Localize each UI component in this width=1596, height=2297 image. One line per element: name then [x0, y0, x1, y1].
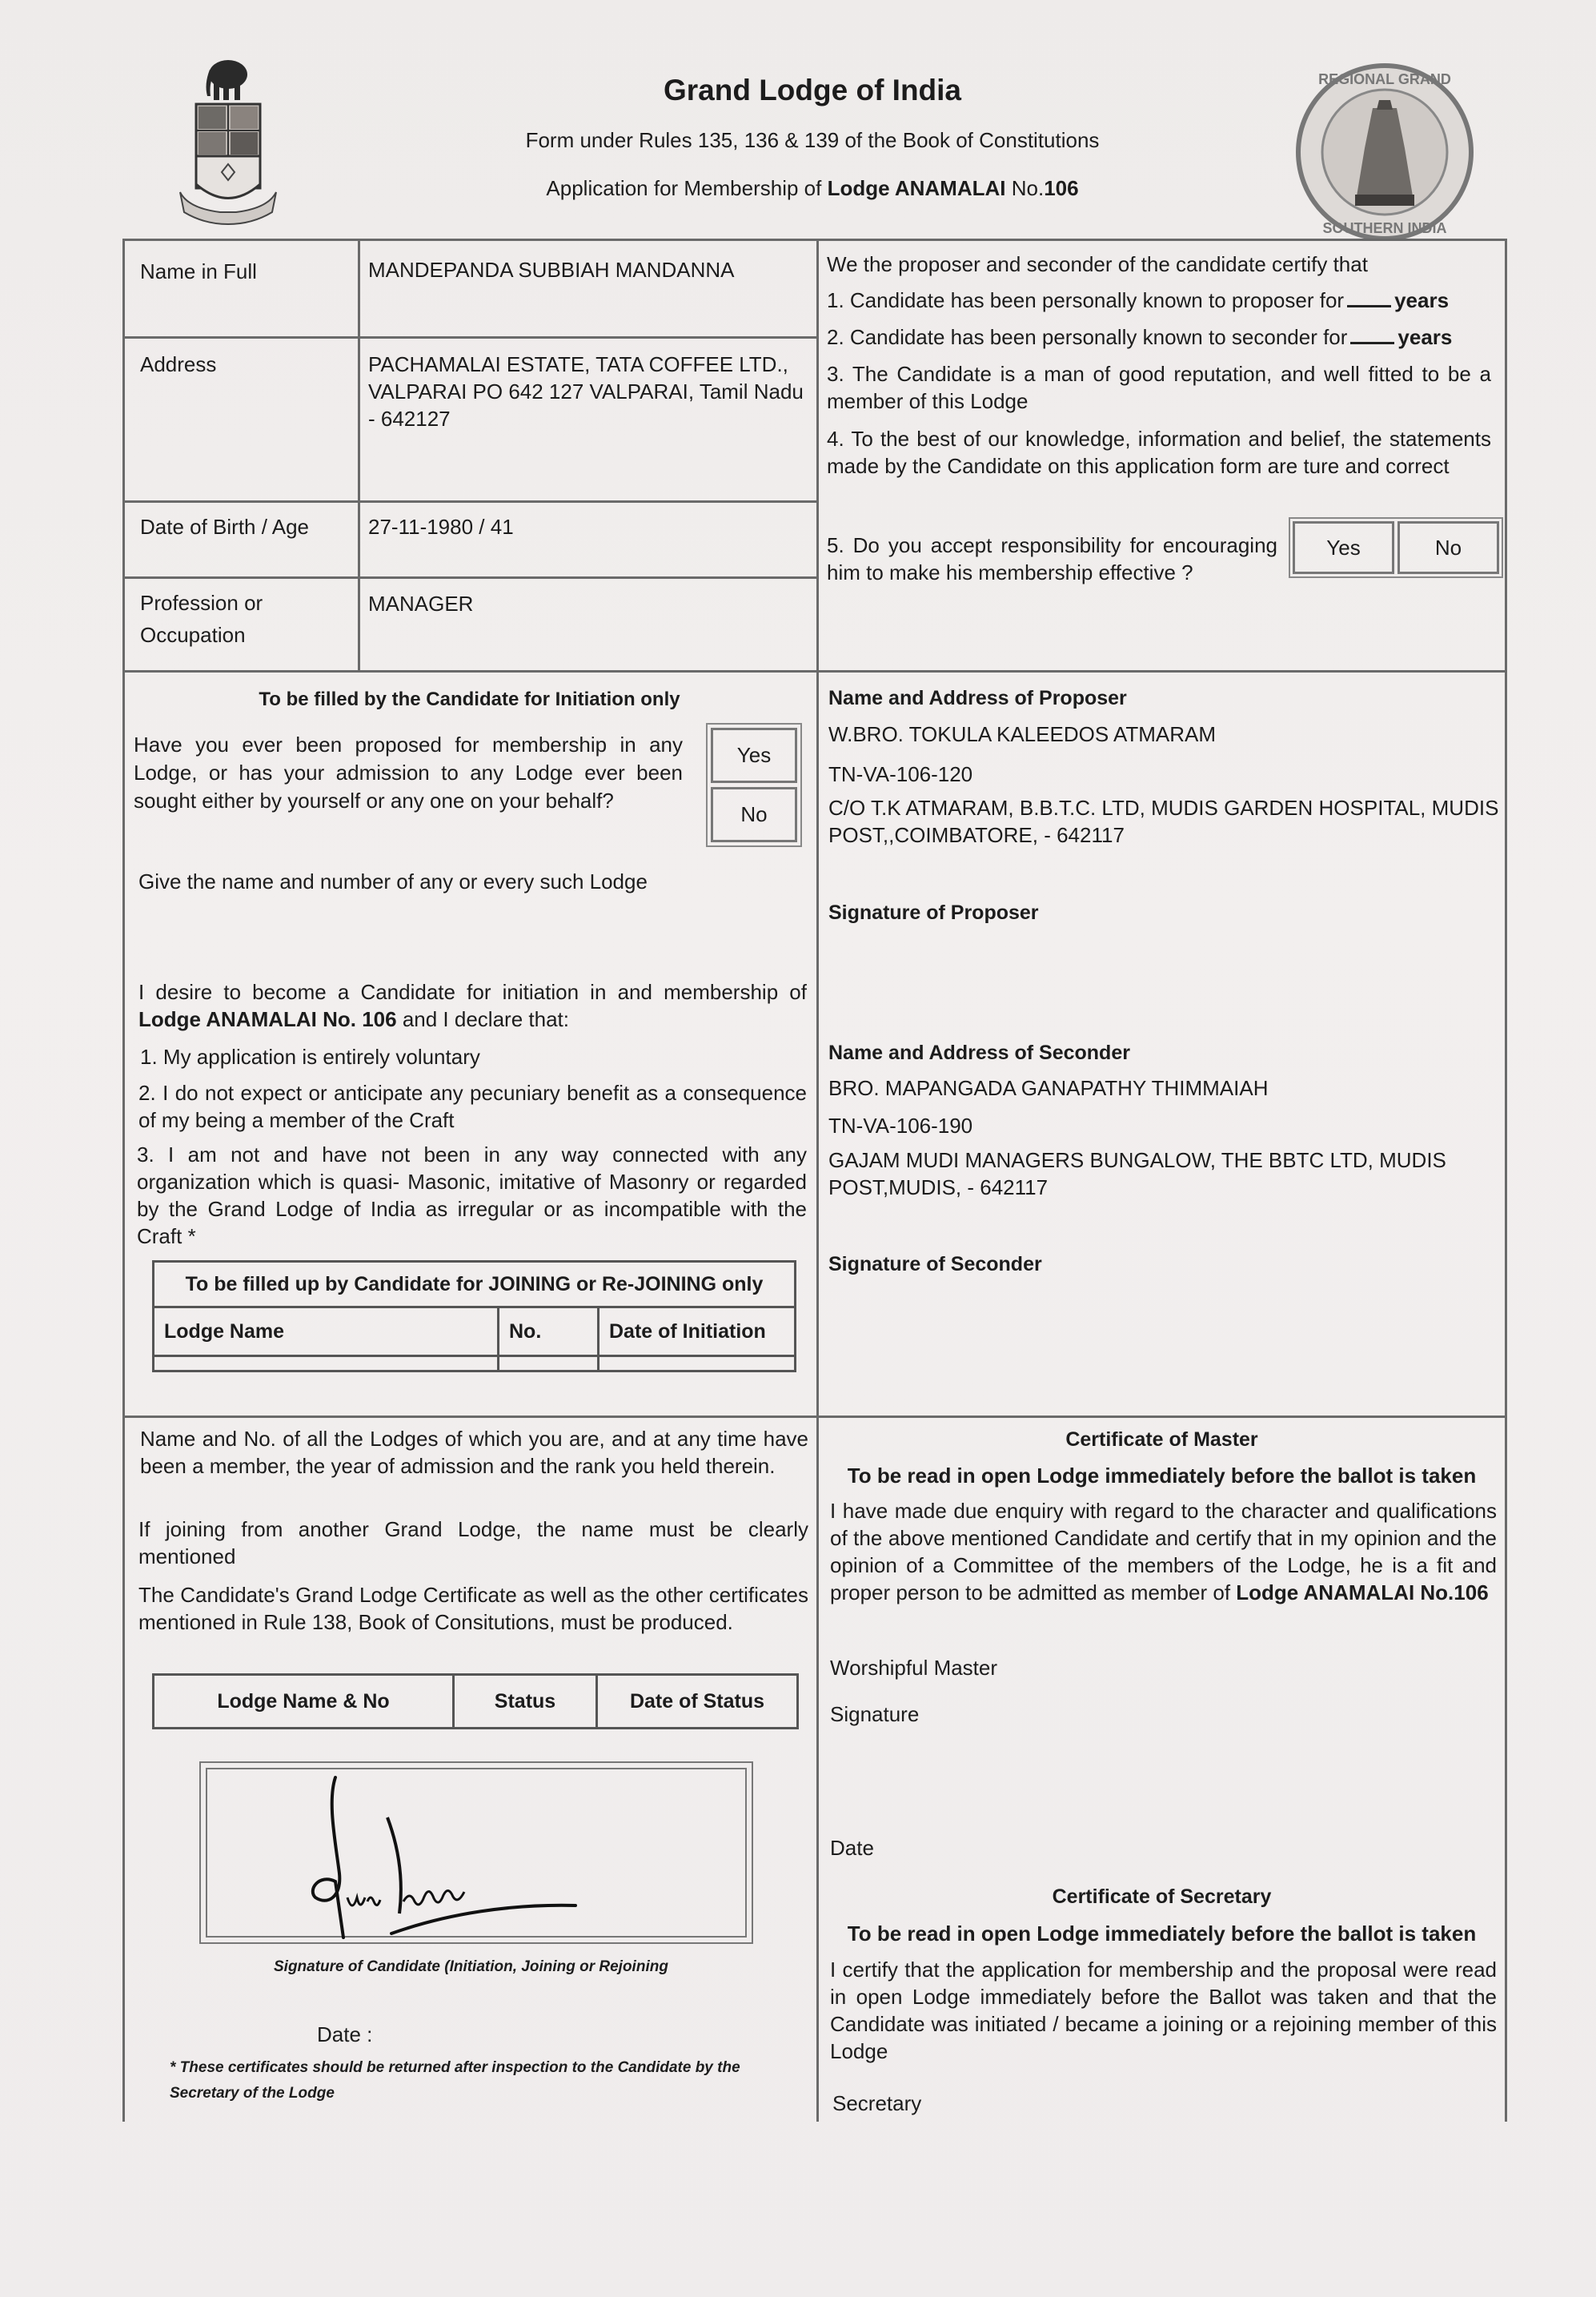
address-label: Address	[140, 352, 217, 376]
seconder-address: GAJAM MUDI MANAGERS BUNGALOW, THE BBTC LTD, MUDIS POST,MUDIS, - 642117	[828, 1148, 1446, 1199]
name-value: MANDEPANDA SUBBIAH MANDANNA	[368, 258, 735, 282]
master-certificate-heading: Certificate of Master	[1065, 1428, 1258, 1451]
joining-table-header-row	[154, 1308, 794, 1357]
cell	[154, 1357, 499, 1370]
left-frame-lower	[122, 1417, 125, 2122]
candidate-signature-caption: Signature of Candidate (Initiation, Joining or Rejoining	[274, 1958, 668, 1975]
declaration-3: 3. I am not and have not been in any way connected with any organization which is quasi- Masonic, imitative of Masonry or regarded by the Grand Lodge of India as irregular or as incompatible with the Craft *	[137, 1142, 807, 1248]
accept-no-box[interactable]: No	[1398, 521, 1499, 574]
col-lodge-name-no: Lodge Name & No	[154, 1676, 455, 1727]
initiation-question: Have you ever been proposed for membership in any Lodge, or has your admission to any Lodge ever been sought either by yourself or any one on your behalf?	[134, 733, 683, 813]
certify-item-4: 4. To the best of our knowledge, information and belief, the statements made by the Candidate on this application form are ture and correct	[827, 427, 1491, 478]
give-lodge-name-prompt: Give the name and number of any or every such Lodge	[138, 869, 648, 894]
candidate-signature-mark-icon	[207, 1769, 752, 1942]
other-grand-lodge-note: If joining from another Grand Lodge, the name must be clearly mentioned	[138, 1517, 808, 1568]
secretary-read-instruction: To be read in open Lodge immediately before the ballot is taken	[847, 1922, 1477, 1946]
secretary-label: Secretary	[832, 2091, 922, 2115]
proposer-address: C/O T.K ATMARAM, B.B.T.C. LTD, MUDIS GARDEN HOSPITAL, MUDIS POST,,COIMBATORE, - 642117	[828, 796, 1499, 847]
proposer-years-blank[interactable]	[1347, 305, 1391, 307]
candidate-date-label: Date :	[317, 2022, 373, 2046]
certify-item-2: 2. Candidate has been personally known to seconder for years	[827, 325, 1453, 349]
cell	[499, 1357, 600, 1370]
column-divider	[816, 239, 819, 2122]
details-row-line	[122, 576, 816, 579]
right-frame-lower	[1505, 1417, 1507, 2122]
worshipful-master-label: Worshipful Master	[830, 1656, 998, 1680]
membership-lodges-instructions: Name and No. of all the Lodges of which you are, and at any time have been a member, the year of admission and the rank you held therein.	[140, 1427, 808, 1478]
application-title: Application for Membership of Lodge ANAMALAI No.106	[546, 176, 1079, 200]
declaration-1: 1. My application is entirely voluntary	[140, 1045, 480, 1069]
certify-intro: We the proposer and seconder of the candidate certify that	[827, 252, 1368, 276]
certify-item-3: 3. The Candidate is a man of good reputation, and well fitted to be a member of this Lodge	[827, 362, 1491, 413]
regional-grand-lodge-seal-icon	[1293, 60, 1477, 244]
certify-item-5: 5. Do you accept responsibility for encouraging him to make his membership effective ?	[827, 533, 1277, 584]
master-date-label: Date	[830, 1836, 874, 1860]
address-value: PACHAMALAI ESTATE, TATA COFFEE LTD., VALPARAI PO 642 127 VALPARAI, Tamil Nadu - 642127	[368, 352, 804, 431]
proposed-yes-box[interactable]: Yes	[711, 728, 797, 783]
proposer-signature-label: Signature of Proposer	[828, 902, 1039, 924]
joining-table-empty-row[interactable]	[154, 1357, 794, 1370]
seconder-signature-label: Signature of Seconder	[828, 1253, 1042, 1275]
seconder-name: BRO. MAPANGADA GANAPATHY THIMMAIAH	[828, 1076, 1269, 1100]
profession-label: Profession or Occupation	[140, 591, 263, 647]
desire-statement: I desire to become a Candidate for initiation in and membership of Lodge ANAMALAI No. 106 and I declare that:	[138, 980, 807, 1031]
master-signature-label: Signature	[830, 1702, 920, 1726]
joining-table-heading: To be filled up by Candidate for JOINING or Re-JOINING only	[154, 1263, 794, 1308]
seconder-years-blank[interactable]	[1350, 342, 1394, 344]
joining-table	[152, 1260, 796, 1372]
declaration-2: 2. I do not expect or anticipate any pecuniary benefit as a consequence of my being a member of the Craft	[138, 1081, 807, 1132]
proposer-id: TN-VA-106-120	[828, 762, 973, 786]
col-status: Status	[455, 1676, 598, 1727]
section-divider-bottom	[122, 1416, 1507, 1418]
seconder-heading: Name and Address of Seconder	[828, 1042, 1130, 1064]
secretary-certificate-body: I certify that the application for membership and the proposal were read in open Lodge immediately before the Ballot was taken and that the Candidate was initiated / became a joining or a rejoining member of this Lodge	[830, 1958, 1497, 2063]
details-row-line	[122, 500, 816, 503]
certificates-footnote: * These certificates should be returned after inspection to the Candidate by the Secretary of the Lodge	[170, 2059, 740, 2102]
details-divider	[358, 239, 360, 671]
master-certificate-body: I have made due enquiry with regard to the character and qualifications of the above mentioned Candidate and certify that in my opinion and the opinion of a Committee of the members of the Lodge, he is a fit and proper person to be admitted as member of Lodge ANAMALAI No.106	[830, 1499, 1497, 1604]
certificates-note: The Candidate's Grand Lodge Certificate as well as the other certificates mentioned in Rule 138, Book of Consitutions, must be produced.	[138, 1583, 808, 1634]
name-label: Name in Full	[140, 259, 257, 283]
dob-value: 27-11-1980 / 41	[368, 515, 514, 539]
col-date-of-status: Date of Status	[629, 1690, 765, 1713]
certify-item-1: 1. Candidate has been personally known to proposer for years	[827, 288, 1450, 312]
section-divider-top	[122, 670, 1507, 673]
form-rules-subtitle: Form under Rules 135, 136 & 139 of the Book of Constitutions	[525, 128, 1100, 152]
signature-inner-frame	[206, 1768, 747, 1938]
col-number: No.	[499, 1308, 600, 1355]
master-read-instruction: To be read in open Lodge immediately before the ballot is taken	[847, 1464, 1477, 1488]
initiation-heading: To be filled by the Candidate for Initiation only	[259, 689, 680, 710]
lodge-status-table	[152, 1673, 799, 1729]
document-title: Grand Lodge of India	[663, 74, 962, 106]
secretary-certificate-heading: Certificate of Secretary	[1052, 1885, 1272, 1908]
proposer-heading: Name and Address of Proposer	[828, 687, 1127, 709]
col-date-of-initiation: Date of Initiation	[609, 1320, 766, 1343]
proposed-no-box[interactable]: No	[711, 787, 797, 842]
cell	[600, 1357, 794, 1370]
svg-text:SOUTHERN INDIA: SOUTHERN INDIA	[1322, 220, 1447, 236]
proposer-name: W.BRO. TOKULA KALEEDOS ATMARAM	[828, 722, 1217, 746]
profession-value: MANAGER	[368, 592, 474, 616]
proposed-before-options	[706, 723, 802, 847]
accept-yes-box[interactable]: Yes	[1293, 521, 1394, 574]
details-row-line	[122, 336, 816, 339]
accept-responsibility-options	[1289, 517, 1503, 578]
candidate-signature-box[interactable]	[199, 1761, 753, 1944]
col-lodge-name: Lodge Name	[154, 1308, 499, 1355]
dob-label: Date of Birth / Age	[140, 515, 310, 539]
seconder-id: TN-VA-106-190	[828, 1114, 973, 1138]
svg-text:REGIONAL GRAND: REGIONAL GRAND	[1318, 71, 1451, 87]
